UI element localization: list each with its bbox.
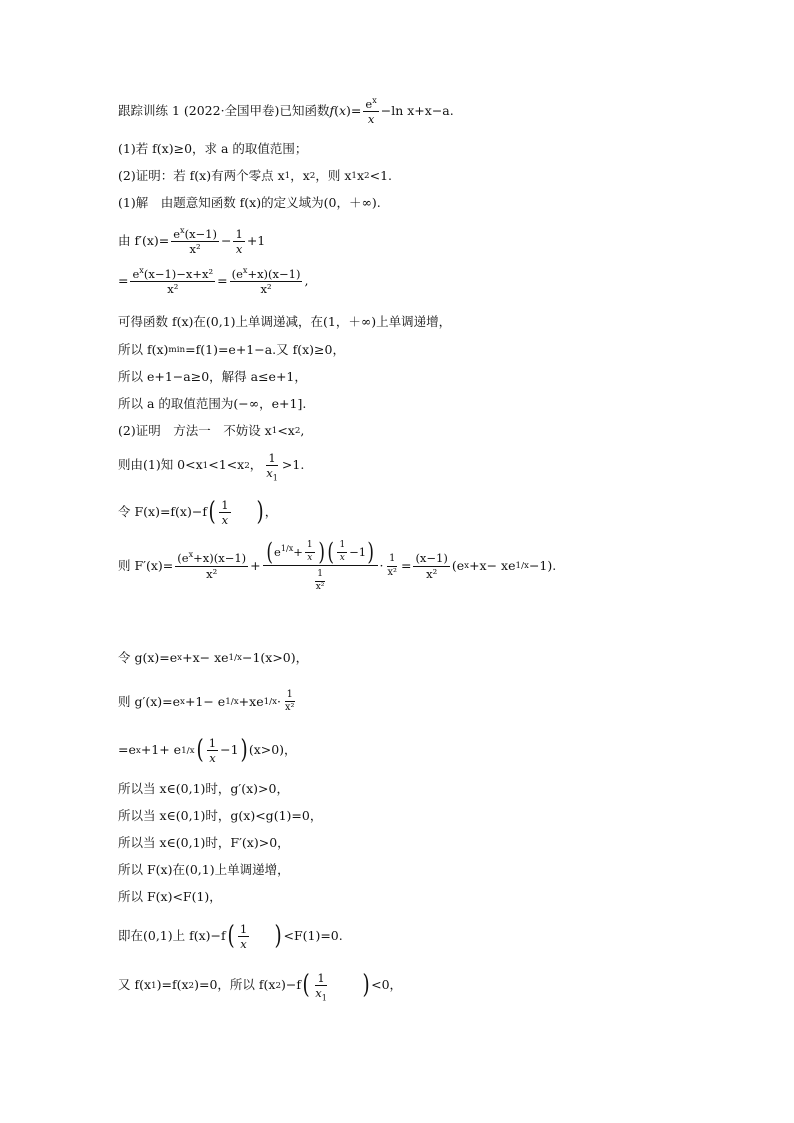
sol2-line-4: 则 F′(x)= $\frac{(e^x+x)(x-1)}{\text{x²}}$ + ( $e^{1/x}$ + $\frac{1}{x}$ ) ( $\frac{1}{x}$ −1 ) $\frac{1}{\text{x²}}$ · $\frac{1}{\text{x²}}$ = $\frac{(x-1)}{\text{x²}}$ (e x +x− xe 1/x −1). xyxy=(118,538,557,592)
problem-rest: −ln x+x−a. xyxy=(380,103,454,119)
sol2-line-10: 所以当 x∈(0,1)时，F′(x)>0， xyxy=(118,835,290,850)
fraction-ex-over-x: $\frac{e^x}{x}$ xyxy=(365,96,377,127)
sol2-line-13: 即在(0,1)上 f(x)−f ( $\frac{1}{x}$ ) <F(1)=0. xyxy=(118,921,343,952)
problem-title: 跟踪训练 1 (2022·全国甲卷)已知函数 f ( x )= $\frac{e^x}{x}$ −ln x+x−a. xyxy=(118,96,454,127)
sol1-line-3: = $\frac{e^x(x-1)-x+x^2}{\text{x²}}$ = $\frac{(e^x+x)(x-1)}{\text{x²}}$ , xyxy=(118,266,309,297)
fraction: $\frac{1}{\text{x²}}$ xyxy=(285,689,295,714)
sol2-line-6: 则 g′(x)=e x +1− e 1/x +xe 1/x · $\frac{1}{\text{x²}}$ xyxy=(118,689,295,714)
sol2-line-3: 令 F(x)=f(x)−f ( $\frac{1}{x}$ ) ， xyxy=(118,497,278,528)
sol2-line-12: 所以 F(x)<F(1)， xyxy=(118,889,222,904)
sol2-line-8: 所以当 x∈(0,1)时，g′(x)>0， xyxy=(118,781,289,796)
sol2-line-9: 所以当 x∈(0,1)时，g(x)<g(1)=0， xyxy=(118,808,323,823)
sol2-line-5: 令 g(x)=e x +x− xe 1/x −1(x>0)， xyxy=(118,650,309,665)
fraction: $\frac{1}{x_1}$ xyxy=(266,451,278,483)
sol2-line-2: 则由(1)知 0<x 1 <1<x 2 ， $\frac{1}{x_1}$ >1. xyxy=(118,451,305,483)
sol1-line-6: 所以 e+1−a≥0，解得 a≤e+1， xyxy=(118,369,307,384)
question-1: (1)若 f(x)≥0，求 a 的取值范围； xyxy=(118,141,308,156)
var-x: x xyxy=(338,103,347,119)
sol1-line-4: 可得函数 f(x)在(0,1)上单调递减，在(1，＋∞)上单调递增， xyxy=(118,314,452,329)
fraction: $\frac{(e^x+x)(x-1)}{\text{x²}}$ xyxy=(177,550,247,581)
paren-group: ( $\frac{1}{x_1}$ ) xyxy=(302,970,370,1003)
problem-title-text: 跟踪训练 1 (2022·全国甲卷)已知函数 xyxy=(118,103,330,119)
func-f: f xyxy=(329,103,335,119)
question-2: (2)证明：若 f(x)有两个零点 x 1 ，x 2 ，则 x 1 x 2 <1. xyxy=(118,168,393,183)
big-fraction: ( $e^{1/x}$ + $\frac{1}{x}$ ) ( $\frac{1}{x}$ −1 ) $\frac{1}{\text{x²}}$ xyxy=(263,540,378,592)
paren-group: ( $\frac{1}{x}$ ) xyxy=(208,497,264,528)
fraction: $\frac{1}{x}$ xyxy=(235,227,243,257)
fraction: $\frac{e^x(x-1)-x+x^2}{\text{x²}}$ xyxy=(132,266,214,297)
paren-group: ( $\frac{1}{x}$ −1 ) xyxy=(196,735,248,766)
fraction: $\frac{(x-1)}{\text{x²}}$ xyxy=(415,551,448,581)
sol2-line-1: (2)证明 方法一 不妨设 x 1 <x 2 , xyxy=(118,423,305,438)
sol2-line-14: 又 f(x 1 )=f(x 2 )=0，所以 f(x 2 )−f ( $\frac{1}{x_1}$ ) <0， xyxy=(118,970,403,1003)
fraction: $\frac{1}{\text{x²}}$ xyxy=(387,553,397,578)
sol1-line-2: 由 f′(x)= $\frac{e^x(x-1)}{\text{x²}}$ − $\frac{1}{x}$ +1 xyxy=(118,226,266,257)
sol2-line-7: =e x +1+ e 1/x ( $\frac{1}{x}$ −1 ) (x>0)， xyxy=(118,735,297,766)
eq-sign: )= xyxy=(346,103,362,119)
sol1-line-7: 所以 a 的取值范围为(−∞，e+1]. xyxy=(118,396,307,411)
fraction: $\frac{(e^x+x)(x-1)}{\text{x²}}$ xyxy=(231,266,301,297)
sol2-line-11: 所以 F(x)在(0,1)上单调递增， xyxy=(118,862,290,877)
fraction: $\frac{e^x(x-1)}{\text{x²}}$ xyxy=(173,226,217,257)
sol1-line-1: (1)解 由题意知函数 f(x)的定义域为(0，＋∞). xyxy=(118,195,381,210)
sol1-line-5: 所以 f(x) min =f(1)=e+1−a.又 f(x)≥0， xyxy=(118,342,345,357)
paren-group: ( $\frac{1}{x}$ ) xyxy=(227,921,282,952)
